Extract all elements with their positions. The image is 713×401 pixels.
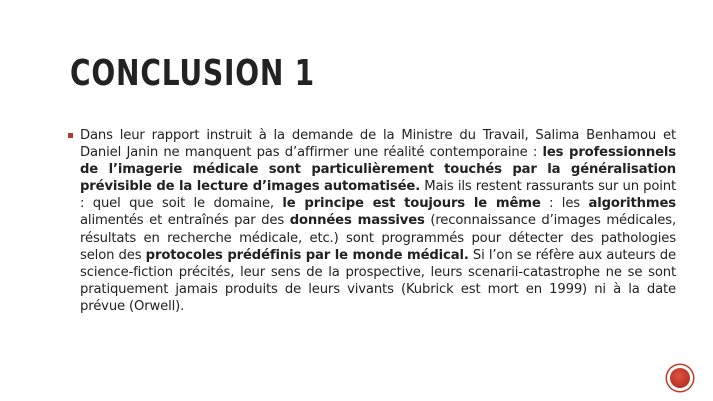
bold-text-run: protocoles prédéfinis par le monde médical. (145, 247, 469, 263)
slide-body (68, 127, 676, 315)
next-slide-button[interactable] (667, 365, 693, 391)
text-run: Si l’on se réfère aux auteurs de science-fiction précités, leur sens de la prospective, leurs scenarii-catastrophe ne se sont pratiquement jamais produits de leurs vivants (Kubrick est mort en 1999) ni à la date prévue (Orwell). (80, 247, 676, 314)
bold-text-run: algorithmes (588, 196, 676, 212)
square-bullet-icon (68, 133, 73, 138)
circle-button-icon (670, 368, 690, 388)
slide-title: CONCLUSION 1 (70, 53, 316, 94)
bold-text-run: le principe est toujours le même (282, 196, 541, 212)
text-run: Dans leur rapport instruit à la demande de la Ministre du Travail, Salima Benhamou et Daniel Janin ne manquent pas d’affirmer une réalité contemporaine : (80, 128, 676, 161)
text-run: Mais ils restent rassurants sur un point : quel que soit le domaine, (80, 179, 676, 212)
text-run: alimentés et entraînés par des (80, 213, 290, 229)
bold-text-run: les professionnels de l’imagerie médicale sont particulièrement touchés par la généralisation prévisible de la lecture d’images automatisée. (80, 145, 676, 195)
text-run: : les (540, 196, 589, 212)
text-run: (reconnaissance d’images médicales, résultats en recherche médicale, etc.) sont programmés pour détecter des pathologies selon des (80, 213, 676, 263)
body-paragraph (80, 127, 676, 315)
bold-text-run: données massives (289, 213, 425, 229)
